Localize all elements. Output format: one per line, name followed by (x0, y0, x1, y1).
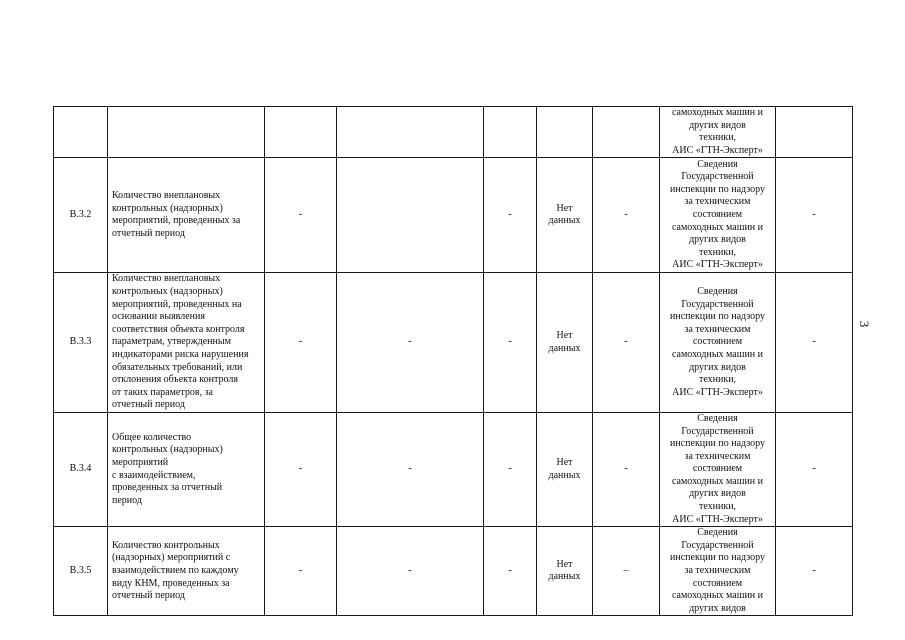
source-line: АИС «ГТН-Эксперт» (672, 144, 763, 156)
row-name-line: период (112, 494, 142, 506)
source-line: Государственной (681, 298, 754, 310)
value-cell: - (593, 412, 660, 526)
source-line: других видов (689, 488, 746, 500)
row-name-line: Количество контрольных (112, 539, 220, 551)
row-name-cell (108, 107, 265, 158)
row-name-line: контрольных (надзорных) (112, 444, 223, 456)
status-line: данных (548, 469, 581, 481)
status-line: Нет (556, 456, 573, 468)
source-line: за техническим (684, 565, 751, 577)
value-cell (337, 107, 484, 158)
row-id-cell: В.3.4 (54, 412, 108, 526)
value-cell (776, 107, 853, 158)
row-id-cell: В.3.3 (54, 273, 108, 413)
row-name-line: основании выявления (112, 311, 205, 323)
source-line: других видов (689, 602, 746, 614)
row-name-line: мероприятий (112, 456, 169, 468)
source-line: Государственной (681, 425, 754, 437)
row-name-line: (надзорных) мероприятий с (112, 552, 231, 564)
row-name-line: от таких параметров, за (112, 386, 213, 398)
table-row (54, 107, 853, 158)
source-line: состоянием (692, 463, 743, 475)
source-cell (660, 527, 776, 616)
row-name-line: соответствия объекта контроля (112, 323, 245, 335)
value-cell: - (776, 527, 853, 616)
source-line: состоянием (692, 577, 743, 589)
row-name-line: контрольных (надзорных) (112, 202, 223, 214)
row-name-line: отчетный период (112, 590, 185, 602)
source-cell (660, 107, 776, 158)
source-line: инспекции по надзору (670, 438, 765, 450)
row-name-cell (108, 273, 265, 413)
source-line: самоходных машин и (671, 590, 764, 602)
source-line: самоходных машин и (671, 221, 764, 233)
source-line: других видов (689, 234, 746, 246)
source-line: АИС «ГТН-Эксперт» (672, 513, 763, 525)
source-line: техники, (698, 246, 737, 258)
source-line: за техническим (684, 450, 751, 462)
source-line: других видов (689, 361, 746, 373)
table-row (54, 527, 853, 616)
row-name-line: мероприятий, проведенных на (112, 298, 242, 310)
source-line: техники, (698, 374, 737, 386)
row-name-line: контрольных (надзорных) (112, 285, 223, 297)
value-cell: - (776, 412, 853, 526)
status-line: Нет (556, 330, 573, 342)
source-line: Сведения (697, 285, 738, 297)
row-id-cell: В.3.2 (54, 158, 108, 273)
row-id-cell (54, 107, 108, 158)
value-cell: - (484, 158, 537, 273)
value-cell: - (265, 412, 337, 526)
status-cell (537, 412, 593, 526)
value-cell: – (593, 527, 660, 616)
status-cell (537, 527, 593, 616)
value-cell: - (337, 412, 484, 526)
value-cell (337, 158, 484, 273)
value-cell (593, 107, 660, 158)
source-line: за техническим (684, 196, 751, 208)
source-line: Государственной (681, 539, 754, 551)
value-cell: - (265, 158, 337, 273)
value-cell: - (484, 412, 537, 526)
status-line: Нет (556, 202, 573, 214)
source-line: АИС «ГТН-Эксперт» (672, 259, 763, 271)
source-cell (660, 273, 776, 413)
source-line: Сведения (697, 158, 738, 170)
value-cell: - (484, 273, 537, 413)
row-name-line: взаимодействием по каждому (112, 565, 239, 577)
status-line: данных (548, 215, 581, 227)
source-cell (660, 158, 776, 273)
source-line: инспекции по надзору (670, 183, 765, 195)
row-name-line: с взаимодействием, (112, 469, 196, 481)
row-name-line: Общее количество (112, 431, 192, 443)
source-line: инспекции по надзору (670, 311, 765, 323)
source-line: Сведения (697, 412, 738, 424)
value-cell: - (265, 273, 337, 413)
value-cell: - (337, 273, 484, 413)
status-line: данных (548, 342, 581, 354)
source-line: Сведения (697, 527, 738, 539)
row-name-line: отчетный период (112, 227, 185, 239)
row-name-cell (108, 412, 265, 526)
table-row (54, 273, 853, 413)
source-line: других видов (689, 119, 746, 131)
value-cell: - (484, 527, 537, 616)
row-name-line: параметрам, утвержденным (112, 336, 231, 348)
status-cell (537, 107, 593, 158)
value-cell: - (776, 273, 853, 413)
source-line: АИС «ГТН-Эксперт» (672, 386, 763, 398)
value-cell (484, 107, 537, 158)
table-row (54, 158, 853, 273)
value-cell: - (337, 527, 484, 616)
row-name-line: отклонения объекта контроля (112, 374, 238, 386)
value-cell: - (593, 273, 660, 413)
source-line: состоянием (692, 209, 743, 221)
value-cell: - (593, 158, 660, 273)
status-cell (537, 158, 593, 273)
row-name-line: виду КНМ, проведенных за (112, 577, 230, 589)
value-cell (265, 107, 337, 158)
source-line: техники, (698, 132, 737, 144)
row-name-cell (108, 527, 265, 616)
status-line: Нет (556, 558, 573, 570)
row-id-cell: В.3.5 (54, 527, 108, 616)
source-cell (660, 412, 776, 526)
indicators-table (53, 106, 853, 616)
row-name-line: мероприятий, проведенных за (112, 215, 241, 227)
page-number: 3 (857, 320, 872, 328)
source-line: за техническим (684, 323, 751, 335)
status-line: данных (548, 571, 581, 583)
source-line: состоянием (692, 336, 743, 348)
table-body (54, 107, 853, 616)
row-name-line: проведенных за отчетный (112, 482, 223, 494)
row-name-line: Количество внеплановых (112, 190, 221, 202)
source-line: техники, (698, 501, 737, 513)
source-line: самоходных машин и (671, 348, 764, 360)
source-line: инспекции по надзору (670, 552, 765, 564)
row-name-line: Количество внеплановых (112, 273, 221, 285)
status-cell (537, 273, 593, 413)
source-line: самоходных машин и (671, 107, 764, 118)
row-name-line: обязательных требований, или (112, 361, 243, 373)
source-line: Государственной (681, 171, 754, 183)
value-cell: - (265, 527, 337, 616)
value-cell: - (776, 158, 853, 273)
row-name-line: отчетный период (112, 399, 185, 411)
source-line: самоходных машин и (671, 475, 764, 487)
row-name-line: индикаторами риска нарушения (112, 348, 249, 360)
table-row (54, 412, 853, 526)
row-name-cell (108, 158, 265, 273)
